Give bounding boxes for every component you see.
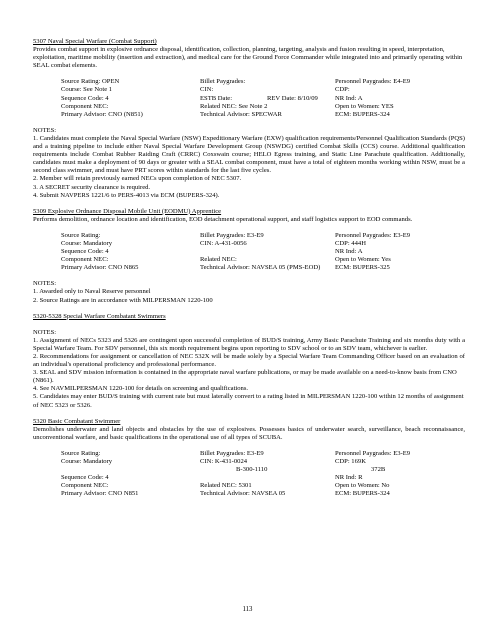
component-nec: Component NEC: [61,256,109,264]
attr-row [61,111,465,119]
course: Course: See Note 1 [61,86,113,94]
nr-ind: NR Ind: A [335,94,363,102]
related-nec: Related NEC: 5301 [200,482,252,490]
primary-advisor: Primary Advisor: CNO N851 [61,490,139,498]
section-description: Performs demolition, ordnance location and identification, EOD detachment operational support, and staff logistics support to EOD commands. [33,215,413,223]
ecm: ECM: BUPERS-324 [335,110,390,118]
estb-date-cell [200,95,335,103]
ecm: ECM: BUPERS-324 [335,490,390,498]
section-5320 [33,418,465,499]
open-to-women: Open to Women: No [335,482,390,490]
section-description: Provides combat support in explosive ordnance disposal, identification, collection, planning, targeting, analysis and fusion resulting in speed, interpretation, exploitation, maritime mobility (insertion and extraction), and medical care for the Ground Force Commander while integrated into and primarily operating within SEAL combat elements. [33,46,463,70]
section-description: Demolishes underwater and land objects and obstacles by the use of explosives. Possesses basics of underwater search, surveillance, beach reconnaissance, unconventional warfare, and basic qualifications in the operational use of all types of SCUBA. [33,425,465,441]
attr-row [61,240,465,248]
technical-advisor: Technical Advisor: NAVSEA 05 [200,490,286,498]
attr-row [61,78,465,86]
course: Course: Mandatory [61,458,113,466]
note: 1. Awarded only to Naval Reserve personnel [33,288,151,296]
billet-paygrades: Billet Paygrades: E3-E9 [200,231,264,239]
attr-row [61,232,465,240]
cin-continued [200,466,335,474]
empty-cell [200,474,335,482]
page-number: 113 [242,606,253,613]
source-rating: Source Rating: [61,231,101,239]
note: 4. Submit NAVPERS 1221/6 to PERS-4013 via ECM (BUPERS-324). [33,191,220,199]
attr-row [61,482,465,490]
cin: CIN: A-431-0056 [200,239,247,247]
notes-label: NOTES: [33,280,57,288]
personnel-paygrades: Personnel Paygrades: E4-E9 [335,78,411,86]
personnel-paygrades: Personnel Paygrades: E3-E9 [335,231,411,239]
section-5307 [33,38,465,200]
attr-row [61,103,465,111]
nec-attributes [33,450,465,499]
sequence-code: Sequence Code: 4 [61,94,109,102]
section-title: 5320 Basic Combatant Swimmer [33,417,121,425]
personnel-paygrades: Personnel Paygrades: E3-E9 [335,449,411,457]
note: 2. Source Ratings are in accordance with MILPERSMAN 1220-100 [33,296,213,304]
attr-row [61,474,465,482]
note: 5. Candidates may enter BUD/S training with current rate but must laterally convert to a rating listed in MILPERSMAN 1220-100 within 12 months of assignment of NEC 5323 or 5326. [33,393,464,409]
note: 3. SEAL and SDV mission information is contained in the appropriate naval warfare publications, or may be made available on a need-to-know basis from CNO (N861). [33,369,457,385]
cdp-second: 372B [371,466,386,474]
estb-date: ESTB Date: [200,94,233,102]
notes-label: NOTES: [33,328,57,336]
notes-label: NOTES: [33,126,57,134]
note: 4. See NAVMILPERSMAN 1220-100 for details on screening and qualifications. [33,385,249,393]
rev-date: REV Date: 8/10/09 [267,94,318,102]
related-nec: Related NEC: See Note 2 [200,102,268,110]
attr-row [61,256,465,264]
component-nec: Component NEC: [61,102,109,110]
course: Course: Mandatory [61,239,113,247]
attr-row [61,458,465,466]
billet-paygrades: Billet Paygrades: [200,78,246,86]
primary-advisor: Primary Advisor: CNO (N851) [61,110,143,118]
section-title: 5307 Naval Special Warfare (Combat Support) [33,38,157,45]
section-title: 5320-5328 Special Warfare Combatant Swimmers [33,312,166,320]
billet-paygrades: Billet Paygrades: E3-E9 [200,449,264,457]
cdp: CDP: 169K [335,458,366,466]
cdp: CDP: 444H [335,239,366,247]
cdp-continued [335,466,465,474]
nec-attributes [33,232,465,272]
component-nec: Component NEC: [61,482,109,490]
open-to-women: Open to Women: YES [335,102,394,110]
nr-ind: NR Ind: A [335,248,363,256]
attr-row [61,248,465,256]
nr-ind: NR Ind: R [335,474,363,482]
cin-second: B-300-1110 [236,466,268,474]
nec-attributes [33,78,465,118]
technical-advisor: Technical Advisor: SPECWAR [200,110,282,118]
note: 3. A SECRET security clearance is required. [33,183,151,191]
attr-row [61,95,465,103]
source-rating: Source Rating: OPEN [61,78,120,86]
note: 2. Recommendations for assignment or cancellation of NEC 532X will be made solely by a Special Warfare Team Commanding Officer based on an evaluation of an individual's operational proficiency and professional performance. [33,353,465,369]
primary-advisor: Primary Advisor: CNO N865 [61,264,139,272]
related-nec: Related NEC: [200,256,237,264]
note: 2. Member will retain previously earned NECs upon completion of NEC 5307. [33,175,242,183]
attr-row [61,466,465,474]
section-5320-5328 [33,313,465,410]
empty-cell [61,466,200,474]
attr-row [61,86,465,94]
sequence-code: Sequence Code: 4 [61,474,109,482]
section-title: 5309 Explosive Ordnance Disposal Mobile Unit (EODMU) Apprentice [33,207,222,215]
cin: CIN: [200,86,214,94]
document-page [33,38,465,499]
source-rating: Source Rating: [61,449,101,457]
section-5309 [33,208,465,305]
attr-row [61,264,465,272]
attr-row [61,490,465,498]
note: 1. Assignment of NECs 5323 and 5326 are contingent upon successful completion of BUD/S training, Army Basic Parachute Training and six months duty with a Special Warfare Team. For SDV personnel, this six month requirement begins upon reporting to SDV school or to an SDV team, whichever is earlier. [33,336,465,352]
cin: CIN: K-431-0024 [200,458,248,466]
cdp: CDP: [335,86,350,94]
note: 1. Candidates must complete the Naval Special Warfare (NSW) Expeditionary Warfare (EXW) qualification requirements/Personnel Qualification Standards (PQS) and a training pipeline to include either Naval Special Warfare Development Group (NSWDG) certified Combat Skills (CCS) course. Additional qualification requirements include Combat Rubber Raiding Craft (CRRC) Coxswain course; HELO Egress training, and Static Line Parachute qualification. Additionally, candidates must make a deployment of 90 days or greater with a SEAL combat component, must have a total of eighteen months working within NSW, must be a second class swimmer, and must have PRT scores within standards for the last five cycles. [33,134,465,175]
open-to-women: Open to Women: Yes [335,256,391,264]
attr-row [61,450,465,458]
technical-advisor: Technical Advisor: NAVSEA 05 (PMS-EOD) [200,264,321,272]
sequence-code: Sequence Code: 4 [61,248,109,256]
ecm: ECM: BUPERS-325 [335,264,390,272]
empty-cell [200,248,335,256]
